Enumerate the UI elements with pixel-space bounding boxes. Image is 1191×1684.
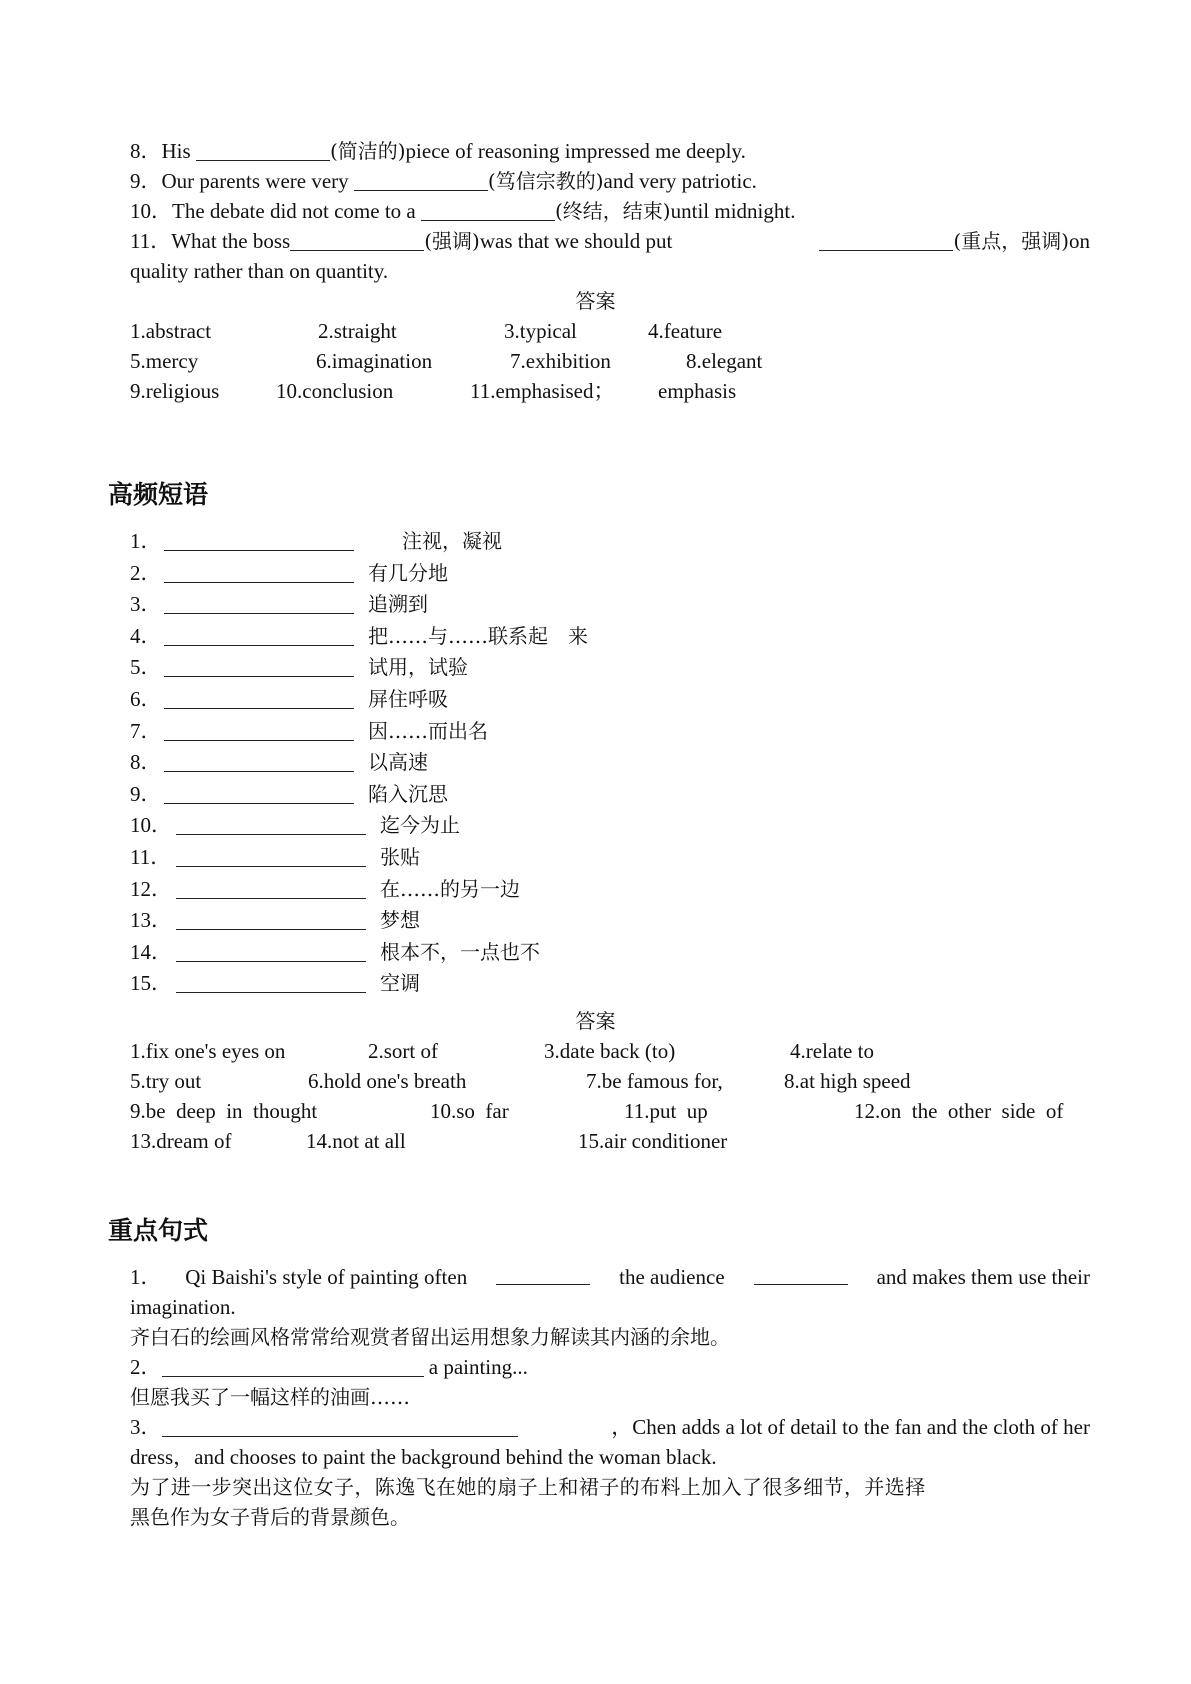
answer-blank[interactable] <box>176 907 366 930</box>
answer-text: emphasis <box>658 379 737 403</box>
phrase-item <box>130 779 448 809</box>
phrase-number: 9． <box>130 781 162 806</box>
phrase-item <box>130 810 460 840</box>
answer-blank[interactable] <box>354 168 488 191</box>
answer-text: 5.try out <box>130 1069 202 1093</box>
phrase-meaning: 因……而出名 <box>368 718 488 743</box>
answer-blank[interactable] <box>162 1414 518 1437</box>
answer-blank[interactable] <box>290 228 424 251</box>
phrase-meaning: 注视，凝视 <box>402 529 502 553</box>
phrase-item <box>130 589 428 619</box>
phrase-number: 8． <box>130 750 162 775</box>
answer-text: 8.elegant <box>686 349 763 373</box>
answer-blank[interactable] <box>196 138 330 161</box>
section-heading-sentences: 重点句式 <box>108 1216 209 1245</box>
sentence-3-translation: 为了进一步突出这位女子，陈逸飞在她的扇子上和裙子的布料上加入了很多细节，并选择 <box>130 1475 926 1499</box>
answer-label: 答案 <box>575 289 616 313</box>
answer-text: 9.religious <box>130 379 220 403</box>
phrase-meaning: 梦想 <box>380 908 420 933</box>
answer-blank[interactable] <box>164 749 354 772</box>
phrase-meaning: 陷入沉思 <box>368 781 448 806</box>
answer-blank[interactable] <box>162 1354 424 1377</box>
answer-blank[interactable] <box>164 686 354 709</box>
answer-blank[interactable] <box>176 812 366 835</box>
answer-text: 5.mercy <box>130 349 199 373</box>
sentence-1-cont: imagination. <box>130 1295 236 1319</box>
answer-blank[interactable] <box>164 591 354 614</box>
phrase-item <box>130 968 420 998</box>
answer-text: 10.conclusion <box>276 379 394 403</box>
phrase-number: 10． <box>130 813 172 838</box>
phrase-number: 1． <box>130 529 162 553</box>
phrase-meaning: 屏住呼吸 <box>368 687 448 711</box>
phrase-meaning: 根本不，一点也不 <box>380 939 540 964</box>
phrase-meaning: 有几分地 <box>368 560 448 585</box>
answer-blank[interactable] <box>164 623 354 646</box>
sentence-3-cont: dress，and chooses to paint the background behind the woman black. <box>130 1445 717 1469</box>
answer-text: 6.imagination <box>316 349 433 373</box>
section-heading-phrases: 高频短语 <box>108 480 209 509</box>
vocab-item-10: 10．The debate did not come to a (终结，结束)until midnight. <box>130 199 796 223</box>
phrase-item <box>130 558 448 588</box>
sentence-3: 3． ，Chen adds a lot of detail to the fan and the cloth of her <box>130 1415 1090 1439</box>
vocab-item-11-cont: quality rather than on quantity. <box>130 259 389 283</box>
answer-text: 4.feature <box>648 319 723 343</box>
phrase-meaning: 试用，试验 <box>368 655 468 680</box>
phrase-item <box>130 621 588 651</box>
phrase-meaning: 在……的另一边 <box>380 876 520 901</box>
sentence-1: 1． Qi Baishi's style of painting often the audience and makes them use their <box>130 1262 1090 1292</box>
phrase-item <box>130 747 428 777</box>
answer-text: 11.put up <box>624 1099 708 1123</box>
phrase-item <box>130 874 520 904</box>
phrase-number: 4． <box>130 623 162 648</box>
phrase-number: 11． <box>130 845 172 869</box>
vocab-item-11: 11．What the boss (强调)was that we should put (重点，强调)on <box>130 229 1090 253</box>
phrase-number: 3． <box>130 592 162 617</box>
phrase-number: 13． <box>130 908 172 933</box>
answer-blank[interactable] <box>164 718 354 741</box>
phrase-number: 12． <box>130 876 172 901</box>
phrase-meaning: 空调 <box>380 971 420 996</box>
vocab-item-9: 9．Our parents were very (笃信宗教的)and very patriotic. <box>130 169 757 193</box>
answer-text: 4.relate to <box>790 1039 874 1063</box>
answer-text: 3.date back (to) <box>544 1039 676 1063</box>
phrase-number: 15． <box>130 971 172 996</box>
answer-text: 1.abstract <box>130 319 212 343</box>
answer-text: 13.dream of <box>130 1129 232 1153</box>
phrase-number: 6． <box>130 687 162 711</box>
sentence-1-translation: 齐白石的绘画风格常常给观赏者留出运用想象力解读其内涵的余地。 <box>130 1325 730 1349</box>
phrase-item <box>130 905 420 935</box>
sentence-2: 2． a painting... <box>130 1355 528 1379</box>
sentence-3-translation-cont: 黑色作为女子背后的背景颜色。 <box>130 1505 410 1529</box>
phrase-item <box>130 716 488 746</box>
answer-text: 2.straight <box>318 319 397 343</box>
phrase-item <box>130 842 420 872</box>
answer-text: 11.emphasised； <box>470 379 615 403</box>
answer-text: 12.on the other side of <box>854 1099 1064 1123</box>
answer-blank[interactable] <box>176 939 366 962</box>
answer-text: 3.typical <box>504 319 577 343</box>
phrase-meaning: 把……与……联系起 来 <box>368 623 588 648</box>
answer-text: 15.air conditioner <box>578 1129 728 1153</box>
answer-blank[interactable] <box>164 528 354 551</box>
answer-blank[interactable] <box>819 228 953 251</box>
answer-blank[interactable] <box>176 876 366 899</box>
answer-text: 7.exhibition <box>510 349 611 373</box>
answer-text: 8.at high speed <box>784 1069 911 1093</box>
answer-text: 6.hold one's breath <box>308 1069 467 1093</box>
phrase-number: 5． <box>130 655 162 680</box>
answer-label: 答案 <box>575 1009 616 1033</box>
answer-text: 10.so far <box>430 1099 509 1123</box>
answer-text: 9.be deep in thought <box>130 1099 318 1123</box>
answer-blank[interactable] <box>496 1262 590 1285</box>
phrase-number: 7． <box>130 718 162 743</box>
answer-blank[interactable] <box>164 781 354 804</box>
answer-blank[interactable] <box>176 844 366 867</box>
phrase-number: 14． <box>130 939 172 964</box>
phrase-item <box>130 937 540 967</box>
answer-blank[interactable] <box>176 970 366 993</box>
phrase-item <box>130 652 468 682</box>
answer-blank[interactable] <box>754 1262 848 1285</box>
phrase-item <box>130 526 502 556</box>
answer-text: 1.fix one's eyes on <box>130 1039 286 1063</box>
phrase-number: 2． <box>130 560 162 585</box>
phrase-meaning: 张贴 <box>380 845 420 869</box>
answer-text: 7.be famous for, <box>586 1069 723 1093</box>
vocab-item-8: 8．His (简洁的)piece of reasoning impressed me deeply. <box>130 139 746 163</box>
answer-text: 14.not at all <box>306 1129 406 1153</box>
answer-blank[interactable] <box>421 198 555 221</box>
phrase-meaning: 以高速 <box>368 750 428 775</box>
phrase-meaning: 迄今为止 <box>380 813 460 838</box>
phrase-meaning: 追溯到 <box>368 592 428 617</box>
answer-text: 2.sort of <box>368 1039 438 1063</box>
sentence-2-translation: 但愿我买了一幅这样的油画…… <box>130 1385 410 1409</box>
phrase-item <box>130 684 448 714</box>
answer-blank[interactable] <box>164 560 354 583</box>
answer-blank[interactable] <box>164 654 354 677</box>
